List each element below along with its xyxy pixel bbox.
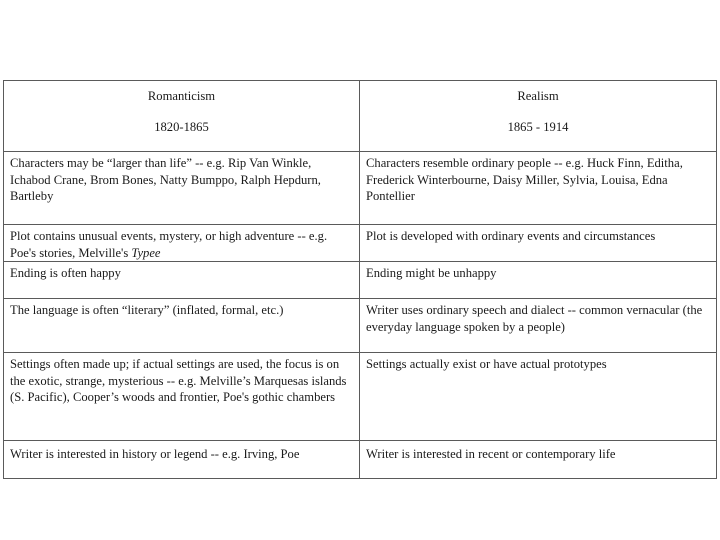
header-cell-romanticism [4, 81, 360, 152]
cell-romanticism-language: The language is often “literary” (inflated, formal, etc.) [4, 299, 360, 353]
column-years-realism: 1865 - 1914 [507, 119, 569, 134]
header-cell-realism [360, 81, 717, 152]
cell-realism-ending: Ending might be unhappy [360, 262, 717, 299]
column-title-romanticism: Romanticism [147, 89, 216, 103]
column-years-romanticism: 1820-1865 [154, 119, 209, 134]
cell-realism-characters: Characters resemble ordinary people -- e.g. Huck Finn, Editha, Frederick Winterbourne, Daisy Miller, Sylvia, Louisa, Edna Pontellier [360, 152, 717, 225]
comparison-table [3, 80, 717, 479]
table-row [4, 152, 717, 225]
cell-romanticism-plot [4, 225, 360, 262]
cell-realism-interest: Writer is interested in recent or contemporary life [360, 441, 717, 479]
cell-romanticism-characters: Characters may be “larger than life” -- e.g. Rip Van Winkle, Ichabod Crane, Brom Bones, Natty Bumppo, Ralph Hepdurn, Bartleby [4, 152, 360, 225]
cell-realism-settings: Settings actually exist or have actual prototypes [360, 353, 717, 441]
table-row [4, 262, 717, 299]
cell-realism-plot: Plot is developed with ordinary events and circumstances [360, 225, 717, 262]
table-row [4, 299, 717, 353]
plot-text: Plot contains unusual events, mystery, or high adventure -- e.g. Poe's stories, Melville's [10, 229, 328, 260]
cell-romanticism-settings: Settings often made up; if actual settings are used, the focus is on the exotic, strange, mysterious -- e.g. Melville’s Marquesas islands (S. Pacific), Cooper’s woods and frontier, Poe's gothic chambers [4, 353, 360, 441]
table-row [4, 225, 717, 262]
column-title-realism: Realism [517, 89, 559, 103]
table-row [4, 353, 717, 441]
table-row [4, 441, 717, 479]
table-header-row [4, 81, 717, 152]
cell-romanticism-ending: Ending is often happy [4, 262, 360, 299]
cell-romanticism-interest: Writer is interested in history or legend -- e.g. Irving, Poe [4, 441, 360, 479]
plot-book-title: Typee [131, 245, 161, 260]
cell-realism-language: Writer uses ordinary speech and dialect -- common vernacular (the everyday language spoken by a people) [360, 299, 717, 353]
